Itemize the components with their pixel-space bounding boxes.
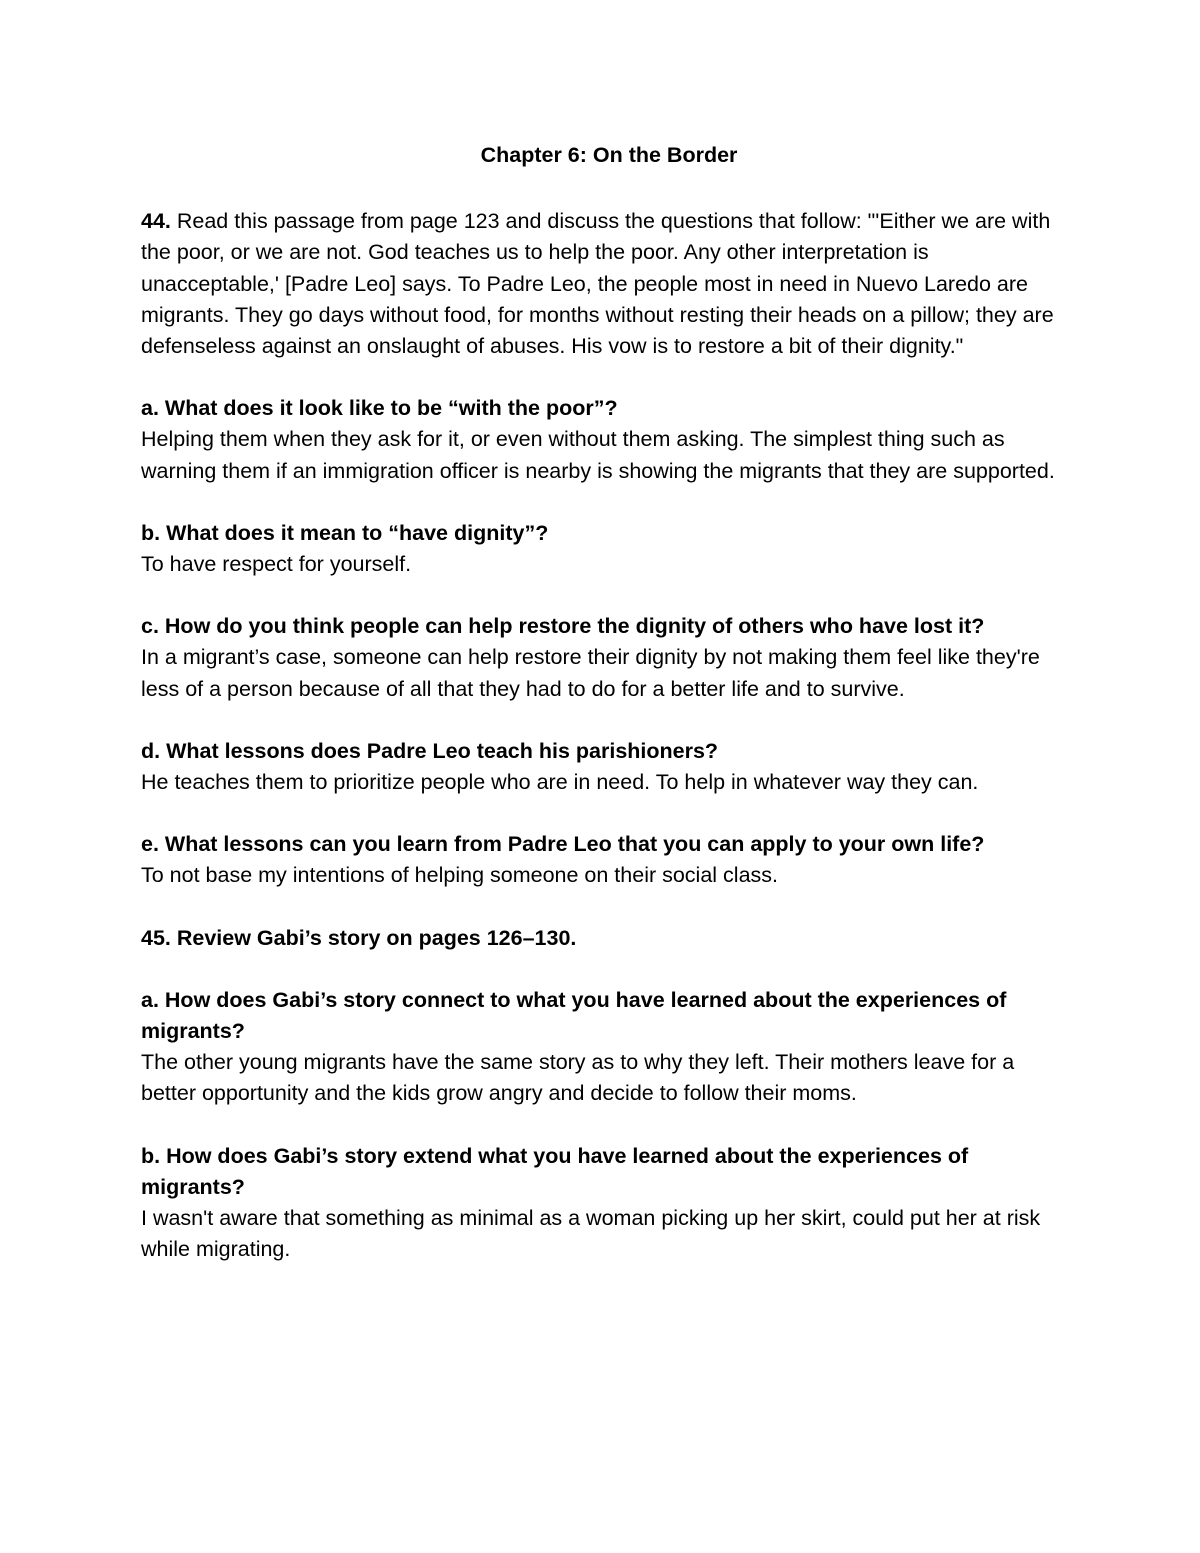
question-44d bbox=[141, 736, 1071, 798]
answer-44c-text: In a migrant’s case, someone can help restore their dignity by not making them feel like they're less of a person because of all that they had to do for a better life and to survive. bbox=[141, 645, 1040, 701]
question-45b-text: b. How does Gabi’s story extend what you have learned about the experiences of migrants? bbox=[141, 1143, 969, 1199]
question-44a-text: a. What does it look like to be “with the poor”? bbox=[141, 396, 618, 421]
question-44d-text: d. What lessons does Padre Leo teach his parishioners? bbox=[141, 738, 719, 763]
question-44b bbox=[141, 518, 1071, 580]
answer-44b-text: To have respect for yourself. bbox=[141, 552, 412, 577]
answer-44d-text: He teaches them to prioritize people who are in need. To help in whatever way they can. bbox=[141, 770, 979, 795]
answer-44e-text: To not base my intentions of helping someone on their social class. bbox=[141, 863, 779, 888]
answer-45b-text: I wasn't aware that something as minimal as a woman picking up her skirt, could put her at risk while migrating. bbox=[141, 1206, 1041, 1262]
question-44e-text: e. What lessons can you learn from Padre Leo that you can apply to your own life? bbox=[141, 832, 985, 857]
question-45 bbox=[141, 923, 1071, 954]
question-45b bbox=[141, 1141, 1071, 1266]
document-page bbox=[141, 140, 1071, 1296]
question-44 bbox=[141, 206, 1071, 362]
question-44e bbox=[141, 829, 1071, 891]
question-45a-text: a. How does Gabi’s story connect to what you have learned about the experiences of migrants? bbox=[141, 987, 1007, 1044]
question-44-number: 44. bbox=[141, 209, 171, 234]
page-title: Chapter 6: On the Border bbox=[480, 143, 738, 167]
question-44c-text: c. How do you think people can help restore the dignity of others who have lost it? bbox=[141, 614, 985, 639]
question-44c bbox=[141, 611, 1071, 705]
question-44a bbox=[141, 393, 1071, 487]
question-45a bbox=[141, 985, 1071, 1110]
question-44-prompt: Read this passage from page 123 and discuss the questions that follow: "'Either we are with the poor, or we are not. God teaches us to help the poor. Any other interpretation is unacceptable,' [Padre Leo] says. To Padre Leo, the people most in need in Nuevo Laredo are migrants. They go days without food, for months without resting their heads on a pillow; they are defenseless against an onslaught of abuses. His vow is to restore a bit of their dignity." bbox=[141, 209, 1054, 359]
question-44b-text: b. What does it mean to “have dignity”? bbox=[141, 520, 549, 545]
answer-45a-text: The other young migrants have the same story as to why they left. Their mothers leave for a better opportunity and the kids grow angry and decide to follow their moms. bbox=[141, 1050, 1015, 1106]
question-45-heading: 45. Review Gabi’s story on pages 126–130. bbox=[141, 925, 577, 950]
answer-44a-text: Helping them when they ask for it, or even without them asking. The simplest thing such as warning them if an immigration officer is nearby is showing the migrants that they are supported. bbox=[141, 427, 1055, 483]
